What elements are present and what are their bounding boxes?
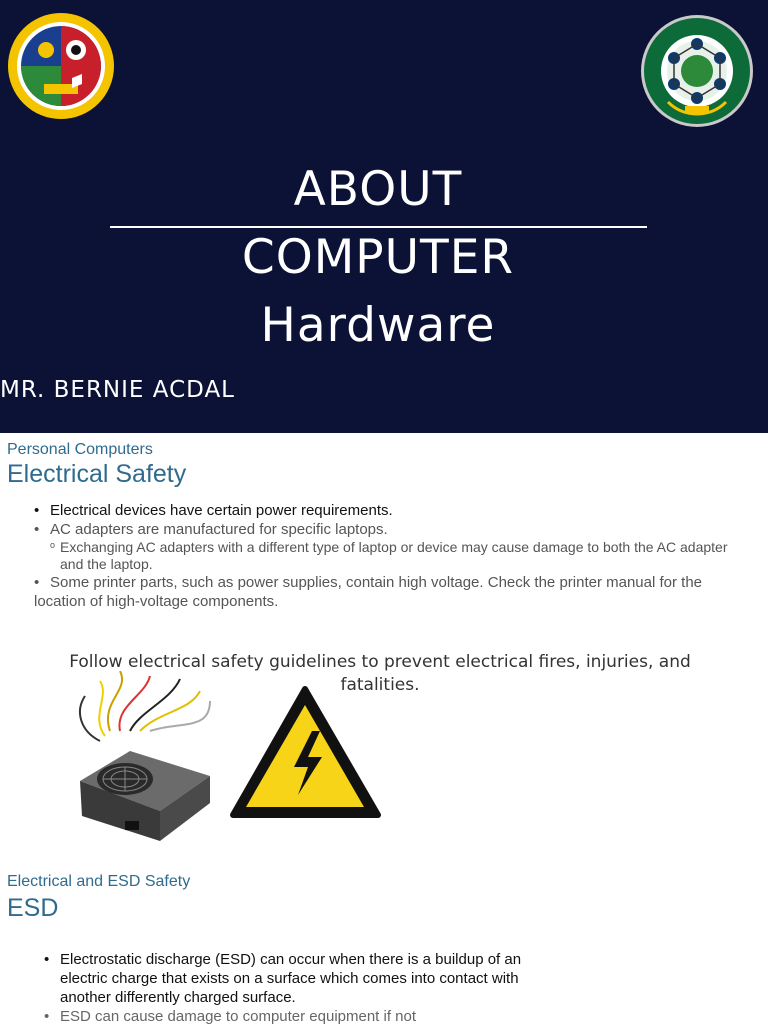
slide-kicker: Electrical and ESD Safety <box>7 873 191 890</box>
title-line-computer: COMPUTER <box>241 230 515 285</box>
high-voltage-warning-icon <box>228 683 383 823</box>
safety-callout: Follow electrical safety guidelines to prevent electrical fires, injuries, and fatalities. <box>69 652 691 695</box>
sub-list-item: o Exchanging AC adapters with a different type of laptop or device may cause damage to both the AC adapter and the laptop. <box>34 539 734 573</box>
title-divider <box>110 226 647 228</box>
esd-slide <box>0 863 768 1024</box>
electrical-safety-slide <box>0 433 768 863</box>
bullet-list <box>44 950 524 1024</box>
list-item-continuation: location of high-voltage components. <box>34 593 279 610</box>
list-item: • Electrostatic discharge (ESD) can occur when there is a buildup of an electric charge that exists on a surface which comes into contact with another differently charged surface. <box>44 950 524 1007</box>
list-item: • Some printer parts, such as power supplies, contain high voltage. Check the printer manual for the <box>34 573 734 592</box>
list-item: • ESD can cause damage to computer equipment if not <box>44 1007 524 1024</box>
power-supply-photo <box>70 671 230 851</box>
bullet-list <box>34 501 734 611</box>
list-item: • Electrical devices have certain power requirements. <box>34 501 734 520</box>
presenter-name: MR. BERNIE ACDAL <box>0 377 235 403</box>
title-line-about: ABOUT <box>293 162 463 217</box>
title-line-hardware: Hardware <box>260 298 496 353</box>
institute-seal-icon <box>6 12 116 120</box>
slide-kicker: Personal Computers <box>7 441 153 458</box>
college-of-it-seal-icon <box>640 14 754 128</box>
list-item: • AC adapters are manufactured for specific laptops. <box>34 520 734 539</box>
slide-heading: ESD <box>7 894 59 922</box>
slide-heading: Electrical Safety <box>7 460 187 488</box>
title-slide <box>0 0 768 433</box>
